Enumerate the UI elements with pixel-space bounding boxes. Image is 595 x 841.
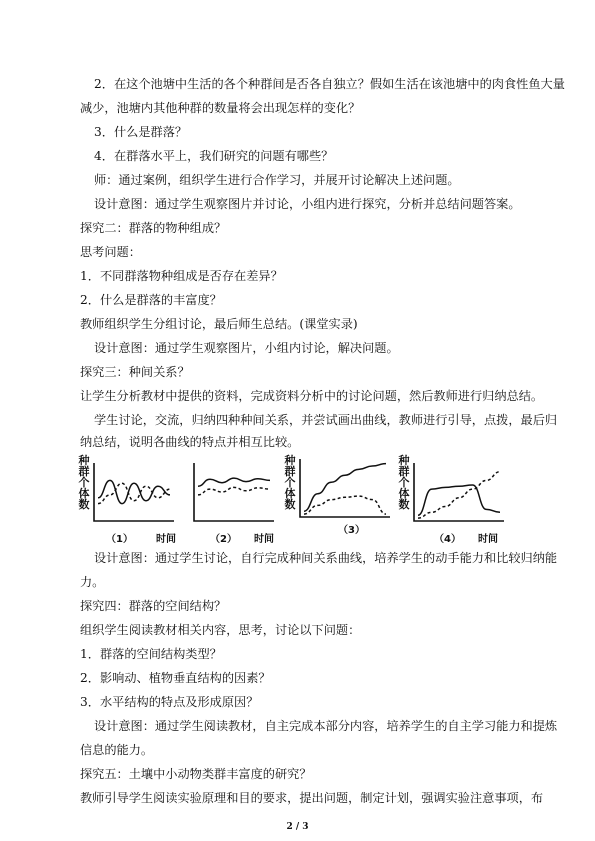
paragraph-line: 让学生分析教材中提供的资料，完成资料分析中的讨论问题，然后教师进行归纳总结。 <box>80 389 544 403</box>
chart-axes <box>194 463 274 521</box>
panel-label: （4） <box>434 534 461 545</box>
chart-svg-4 <box>398 455 508 525</box>
chart-panel-3 <box>284 455 394 543</box>
paragraph-line: 1．群落的空间结构类型？ <box>80 647 222 661</box>
paragraph-line: 信息的能力。 <box>80 743 154 757</box>
paragraph-line: 设计意图：通过学生阅读教材，自主完成本部分内容，培养学生的自主学习能力和提炼 <box>94 719 558 733</box>
paragraph-line: 纳总结，说明各曲线的特点并相互比较。 <box>80 435 300 449</box>
paragraph-line: 设计意图：通过学生观察图片，小组内讨论，解决问题。 <box>94 341 399 355</box>
x-axis-label: 时间 <box>478 534 498 545</box>
y-axis-label: 种群个体数 <box>284 454 296 511</box>
chart-panel-4 <box>398 455 508 543</box>
series-line-1 <box>418 485 500 515</box>
paragraph-line: 思考问题： <box>80 245 141 259</box>
paragraph-line: 4．在群落水平上，我们研究的问题有哪些？ <box>94 149 334 163</box>
section-heading: 探究二：群落的物种组成？ <box>80 221 227 235</box>
paragraph-line: 3．什么是群落？ <box>94 125 188 139</box>
section-heading: 探究五：土壤中小动物类群丰富度的研究？ <box>80 767 312 781</box>
paragraph-line: 教师引导学生阅读实验原理和目的要求，提出问题，制定计划，强调实验注意事项，布 <box>80 791 544 805</box>
x-axis-label: 时间 <box>156 534 176 545</box>
paragraph-line: 组织学生阅读教材相关内容，思考，讨论以下问题： <box>80 623 361 637</box>
panel-label: （3） <box>338 525 365 536</box>
paragraph-line: 力。 <box>80 575 105 589</box>
section-heading: 探究三：种间关系？ <box>80 365 190 379</box>
species-relationship-figure <box>78 455 508 543</box>
series-line-1 <box>304 464 386 512</box>
paragraph-line: 3．水平结构的特点及形成原因？ <box>80 695 259 709</box>
paragraph-line: 教师组织学生分组讨论，最后师生总结。(课堂实录) <box>80 317 358 331</box>
paragraph-line: 2．影响动、植物垂直结构的因素？ <box>80 671 271 685</box>
paragraph-line: 减少，池塘内其他种群的数量将会出现怎样的变化？ <box>80 101 361 115</box>
section-heading: 探究四：群落的空间结构？ <box>80 599 227 613</box>
series-line-2 <box>198 487 270 495</box>
paragraph-line: 2．在这个池塘中生活的各个种群间是否各自独立？假如生活在该池塘中的肉食性鱼大量 <box>94 77 565 91</box>
chart-svg-2 <box>190 455 280 525</box>
chart-axes <box>94 463 174 521</box>
paragraph-line: 学生讨论，交流，归纳四种种间关系，并尝试画出曲线，教师进行引导，点拨，最后归 <box>94 413 558 427</box>
chart-axes <box>300 459 390 517</box>
paragraph-line: 设计意图：通过学生讨论，自行完成种间关系曲线，培养学生的动手能力和比较归纳能 <box>94 551 558 565</box>
series-line-2 <box>418 472 500 518</box>
y-axis-label: 种群个体数 <box>398 454 410 511</box>
paragraph-line: 2．什么是群落的丰富度？ <box>80 293 222 307</box>
x-axis-label: 时间 <box>254 534 274 545</box>
chart-panel-1 <box>78 455 178 543</box>
panel-label: （1） <box>106 534 133 545</box>
series-line-2 <box>304 496 386 514</box>
chart-panel-2 <box>190 455 280 543</box>
chart-svg-1 <box>78 455 178 525</box>
chart-svg-3 <box>284 455 394 525</box>
paragraph-line: 师：通过案例，组织学生进行合作学习，并展开讨论解决上述问题。 <box>94 173 460 187</box>
panel-label: （2） <box>210 534 237 545</box>
page-number: 2 / 3 <box>286 822 309 832</box>
series-line-1 <box>198 478 270 486</box>
y-axis-label: 种群个体数 <box>78 454 90 511</box>
paragraph-line: 设计意图：通过学生观察图片并讨论，小组内进行探究，分析并总结问题答案。 <box>94 197 521 211</box>
paragraph-line: 1．不同群落物种组成是否存在差异？ <box>80 269 283 283</box>
